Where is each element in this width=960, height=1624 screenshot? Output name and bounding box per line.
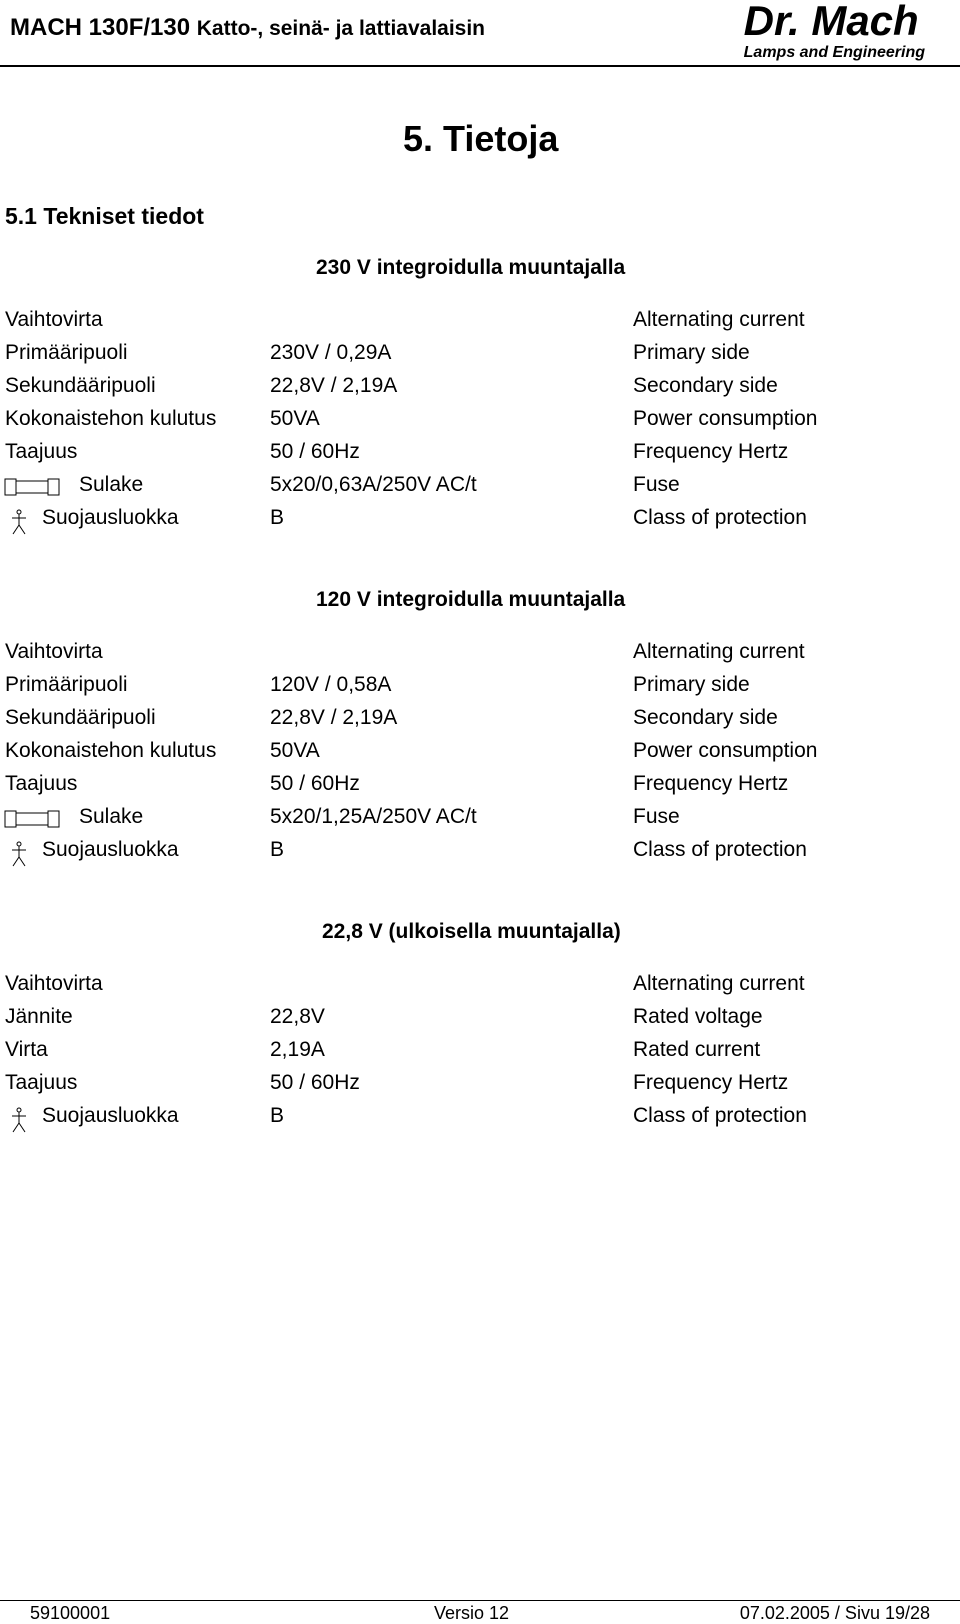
spec-label-en: Primary side xyxy=(633,341,750,364)
document-number: 59100001 xyxy=(30,1603,111,1623)
spec-label-en: Fuse xyxy=(633,473,680,496)
spec-value: 2,19A xyxy=(270,1038,325,1061)
spec-label-en: Secondary side xyxy=(633,706,778,729)
spec-label-en: Rated voltage xyxy=(633,1005,763,1028)
spec-label: Vaihtovirta xyxy=(5,640,103,663)
spec-label: Suojausluokka xyxy=(42,506,179,529)
spec-label-en: Power consumption xyxy=(633,739,818,762)
spec-label: Kokonaistehon kulutus xyxy=(5,407,217,430)
spec-label-en: Frequency Hertz xyxy=(633,1071,789,1094)
document-header-title xyxy=(10,14,485,42)
spec-row xyxy=(0,805,960,838)
spec-value: B xyxy=(270,1104,285,1127)
spec-row xyxy=(0,440,960,473)
spec-label: Taajuus xyxy=(5,772,78,795)
brand-tagline: Lamps and Engineering xyxy=(743,44,925,61)
spec-value: 5x20/0,63A/250V AC/t xyxy=(270,473,477,496)
section-title: 5.1 Tekniset tiedot xyxy=(5,203,204,229)
spec-value: 120V / 0,58A xyxy=(270,673,392,696)
spec-row xyxy=(0,374,960,407)
fuse-icon xyxy=(4,808,60,830)
spec-label: Taajuus xyxy=(5,1071,78,1094)
spec-label: Primääripuoli xyxy=(5,341,128,364)
spec-value: 22,8V / 2,19A xyxy=(270,374,398,397)
spec-label-en: Class of protection xyxy=(633,1104,807,1127)
spec-label-en: Alternating current xyxy=(633,308,805,331)
spec-value: 50 / 60Hz xyxy=(270,1071,360,1094)
spec-label: Suojausluokka xyxy=(42,1104,179,1127)
spec-label-en: Secondary side xyxy=(633,374,778,397)
spec-label-en: Primary side xyxy=(633,673,750,696)
spec-label: Jännite xyxy=(5,1005,73,1028)
spec-label-en: Alternating current xyxy=(633,640,805,663)
spec-label-en: Rated current xyxy=(633,1038,761,1061)
spec-row xyxy=(0,308,960,341)
spec-row xyxy=(0,473,960,506)
block-title: 22,8 V (ulkoisella muuntajalla) xyxy=(322,920,621,943)
spec-value: 50 / 60Hz xyxy=(270,772,360,795)
footer-divider xyxy=(0,1600,960,1601)
product-name: MACH 130F/130 xyxy=(10,14,191,41)
spec-value: 5x20/1,25A/250V AC/t xyxy=(270,805,477,828)
block-title: 120 V integroidulla muuntajalla xyxy=(316,588,626,611)
spec-label: Kokonaistehon kulutus xyxy=(5,739,217,762)
brand-name: Dr. Mach xyxy=(743,0,919,44)
spec-value: 230V / 0,29A xyxy=(270,341,392,364)
spec-row xyxy=(0,972,960,1005)
spec-value: B xyxy=(270,506,285,529)
spec-label: Vaihtovirta xyxy=(5,308,103,331)
spec-value: 50VA xyxy=(270,407,320,430)
spec-label: Vaihtovirta xyxy=(5,972,103,995)
spec-value: 50 / 60Hz xyxy=(270,440,360,463)
spec-value: 22,8V / 2,19A xyxy=(270,706,398,729)
protection-class-icon xyxy=(10,509,28,535)
protection-class-icon xyxy=(10,841,28,867)
block-title: 230 V integroidulla muuntajalla xyxy=(316,256,626,279)
spec-row xyxy=(0,1071,960,1104)
spec-row xyxy=(0,706,960,739)
spec-label: Sekundääripuoli xyxy=(5,374,156,397)
spec-row xyxy=(0,1038,960,1071)
spec-value: B xyxy=(270,838,285,861)
spec-label: Sulake xyxy=(79,473,144,496)
spec-label-en: Frequency Hertz xyxy=(633,440,789,463)
spec-row xyxy=(0,772,960,805)
spec-row xyxy=(0,640,960,673)
product-subtitle: Katto-, seinä- ja lattiavalaisin xyxy=(196,17,486,40)
spec-label: Virta xyxy=(5,1038,48,1061)
spec-row xyxy=(0,407,960,440)
fuse-icon xyxy=(4,476,60,498)
spec-value: 22,8V xyxy=(270,1005,325,1028)
spec-row xyxy=(0,838,960,871)
spec-label-en: Alternating current xyxy=(633,972,805,995)
spec-label: Suojausluokka xyxy=(42,838,179,861)
date-page-number: 07.02.2005 / Sivu 19/28 xyxy=(739,1603,930,1623)
spec-label: Primääripuoli xyxy=(5,673,128,696)
spec-row xyxy=(0,739,960,772)
header-divider xyxy=(0,65,960,67)
spec-label: Sekundääripuoli xyxy=(5,706,156,729)
version-label: Versio 12 xyxy=(434,1603,510,1623)
chapter-title: 5. Tietoja xyxy=(403,118,559,159)
spec-row xyxy=(0,673,960,706)
protection-class-icon xyxy=(10,1107,28,1133)
spec-row xyxy=(0,506,960,539)
spec-label-en: Fuse xyxy=(633,805,680,828)
spec-row xyxy=(0,1005,960,1038)
spec-row xyxy=(0,341,960,374)
spec-label-en: Frequency Hertz xyxy=(633,772,789,795)
spec-label: Sulake xyxy=(79,805,144,828)
spec-label: Taajuus xyxy=(5,440,78,463)
spec-label-en: Power consumption xyxy=(633,407,818,430)
spec-row xyxy=(0,1104,960,1137)
spec-label-en: Class of protection xyxy=(633,506,807,529)
brand-logo xyxy=(744,0,925,62)
spec-value: 50VA xyxy=(270,739,320,762)
spec-label-en: Class of protection xyxy=(633,838,807,861)
